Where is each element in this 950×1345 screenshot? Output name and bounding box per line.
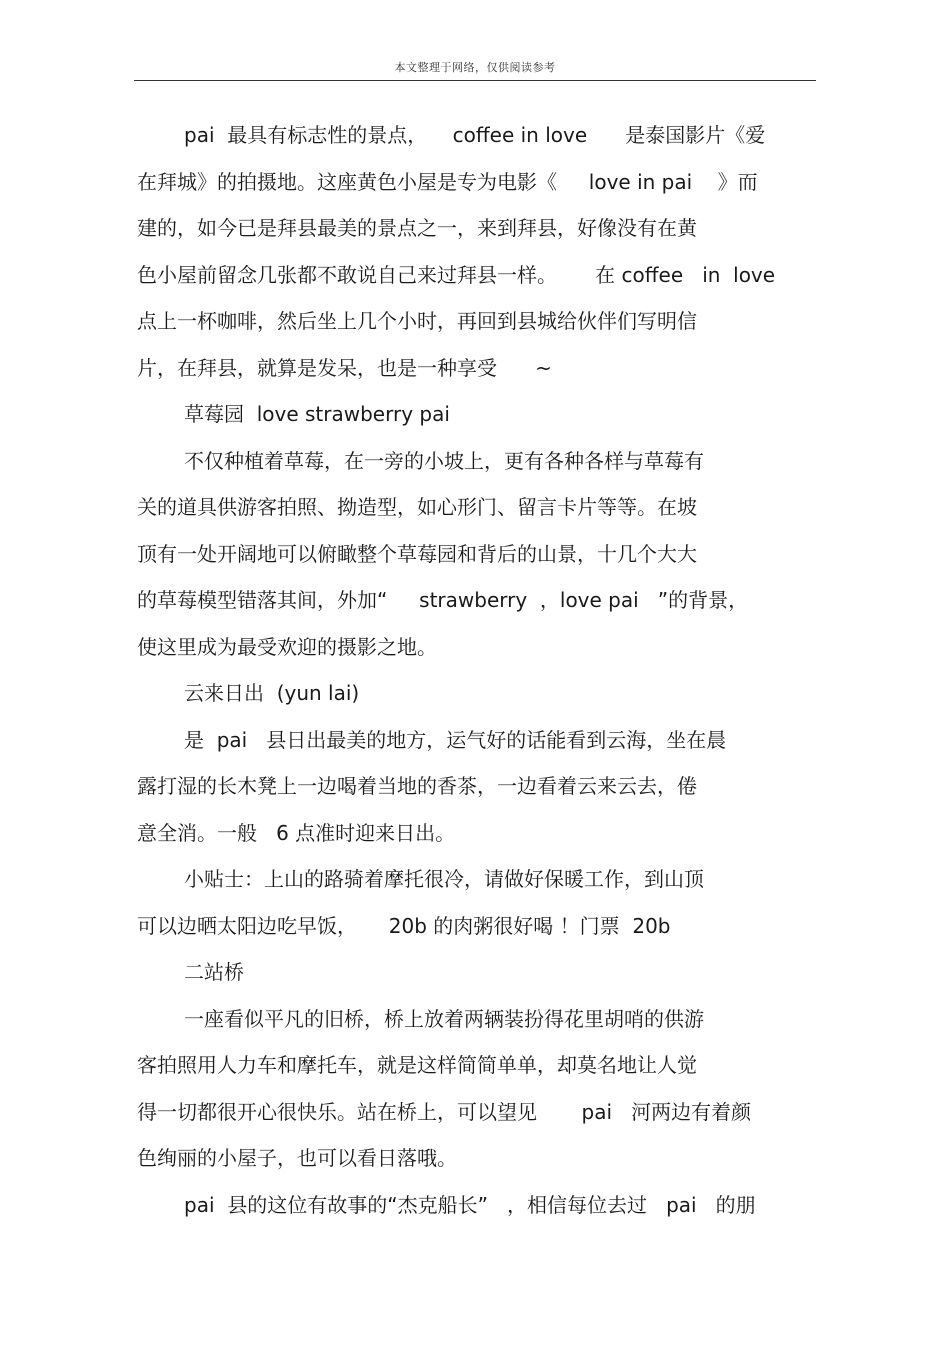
paragraph-line: 点上一杯咖啡，然后坐上几个小时，再回到县城给伙伴们写明信 xyxy=(137,309,697,333)
paragraph-line: 的草莓模型错落其间，外加“ strawberry ，love pai ”的背景， xyxy=(137,588,749,612)
paragraph-line: 得一切都很开心很快乐。站在桥上，可以望见 pai 河两边有着颜 xyxy=(137,1099,752,1124)
paragraph-line: 关的道具供游客拍照、拗造型，如心形门、留言卡片等等。在坡 xyxy=(137,495,697,519)
paragraph-line: 一座看似平凡的旧桥，桥上放着两辆装扮得花里胡哨的供游 xyxy=(184,1006,704,1031)
paragraph-line: 在拜城》的拍摄地。这座黄色小屋是专为电影《 love in pai 》而 xyxy=(137,169,758,194)
header-text: 本文整理于网络，仅供阅读参考 xyxy=(394,61,556,74)
paragraph-line: 建的，如今已是拜县最美的景点之一，来到拜县，好像没有在黄 xyxy=(137,216,697,240)
paragraph-line: 使这里成为最受欢迎的摄影之地。 xyxy=(137,634,437,659)
section-heading: 二站桥 xyxy=(184,960,244,984)
tip-line: 可以边晒太阳边吃早饭， 20b 的肉粥很好喝 ！门票 20b xyxy=(137,913,671,938)
paragraph-line: pai 县的这位有故事的“杰克船长” ，相信每位去过 pai 的朋 xyxy=(184,1192,756,1217)
paragraph-line: 露打湿的长木凳上一边喝着当地的香茶，一边看着云来云去，倦 xyxy=(137,774,697,798)
paragraph-line: 客拍照用人力车和摩托车，就是这样简简单单，却莫名地让人觉 xyxy=(137,1053,697,1077)
paragraph-line: pai 最具有标志性的景点， coffee in love 是泰国影片《爱 xyxy=(184,123,766,147)
paragraph-line: 不仅种植着草莓，在一旁的小坡上，更有各种各样与草莓有 xyxy=(184,448,704,473)
tip-line: 小贴士：上山的路骑着摩托很冷，请做好保暖工作，到山顶 xyxy=(184,867,704,891)
paragraph-line: 顶有一处开阔地可以俯瞰整个草莓园和背后的山景，十几个大大 xyxy=(137,541,697,566)
paragraph-line: 意全消。一般 6 点准时迎来日出。 xyxy=(137,820,456,845)
paragraph-line: 色绚丽的小屋子，也可以看日落哦。 xyxy=(137,1146,457,1170)
paragraph-line: 是 pai 县日出最美的地方，运气好的话能看到云海，坐在晨 xyxy=(184,727,727,752)
article-body xyxy=(137,112,817,1228)
section-heading: 草莓园 love strawberry pai xyxy=(184,402,450,426)
section-heading: 云来日出 (yun lai) xyxy=(184,681,360,705)
page-header xyxy=(134,56,816,81)
paragraph-line: 色小屋前留念几张都不敢说自己来过拜县一样。 在 coffee in love xyxy=(137,262,776,287)
paragraph-line: 片，在拜县，就算是发呆，也是一种享受 ~ xyxy=(137,355,552,380)
